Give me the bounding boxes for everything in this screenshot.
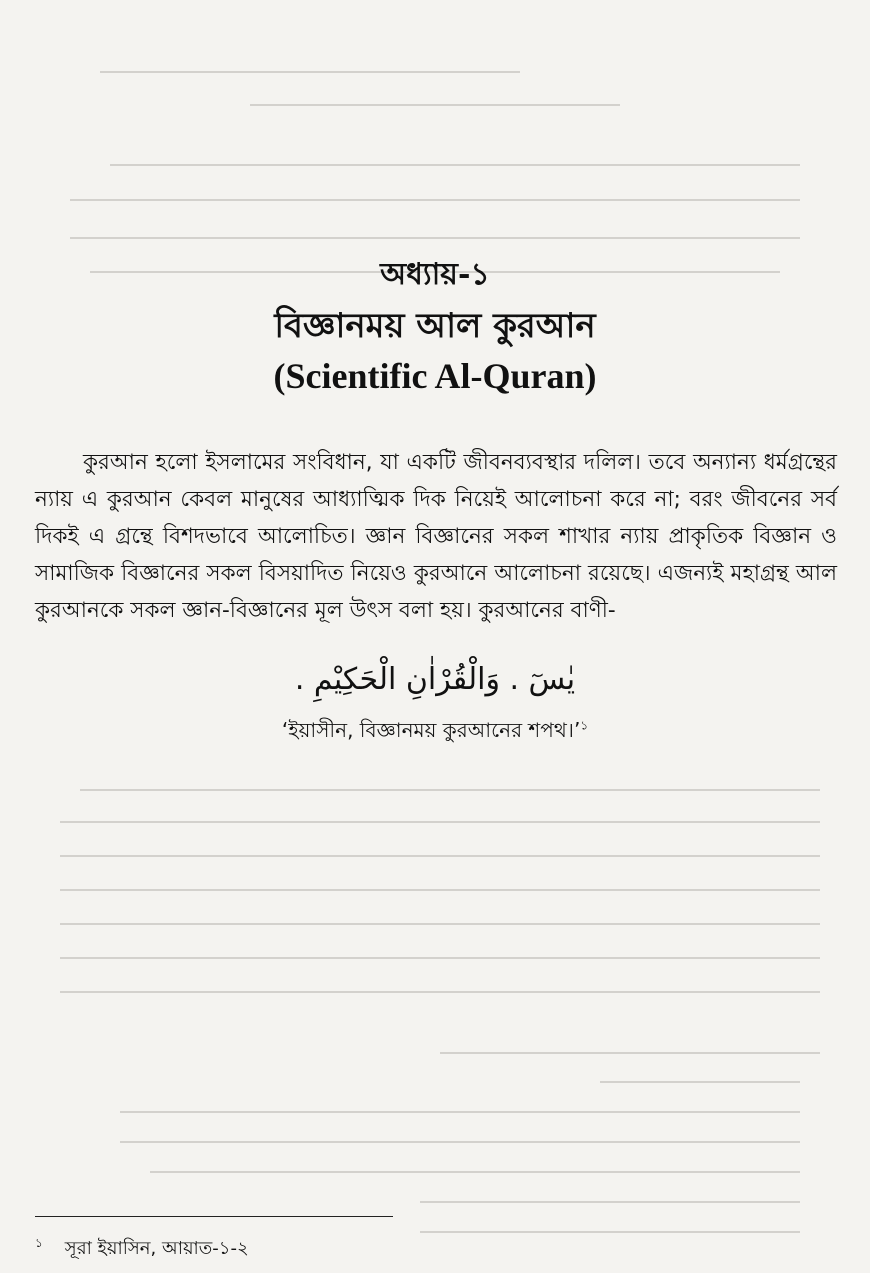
footnote-mark: ১ [35, 1236, 43, 1250]
chapter-heading: অধ্যায়-১ [380, 257, 490, 292]
footnote-reference: ১ [580, 718, 589, 733]
verse-translation [0, 716, 870, 749]
verse-translation-text: ‘ইয়াসীন, বিজ্ঞানময় কুরআনের শপথ।’ [281, 718, 581, 742]
chapter-title-english: (Scientific Al-Quran) [273, 356, 597, 396]
footnote [35, 1234, 249, 1265]
chapter-title-bengali: বিজ্ঞানময় আল কুরআন [274, 306, 596, 346]
footnote-text: সূরা ইয়াসিন, আয়াত-১-২ [64, 1238, 249, 1259]
intro-paragraph: কুরআন হলো ইসলামের সংবিধান, যা একটি জীবনব্যবস্থার দলিল। তবে অন্যান্য ধর্মগ্রন্থের ন্যায় এ কুরআন কেবল মানুষের আধ্যাত্মিক দিক নিয়েই আলোচনা করে না; বরং জীবনের সর্ব দিকই এ গ্রন্থে বিশদভাবে আলোচিত। জ্ঞান বিজ্ঞানের সকল শাখার ন্যায় প্রাকৃতিক বিজ্ঞান ও সামাজিক বিজ্ঞানের সকল বিসয়াদিত নিয়েও কুরআনে আলোচনা রয়েছে। এজন্যই মহাগ্রন্থ আল কুরআনকে সকল জ্ঞান-বিজ্ঞানের মূল উৎস বলা হয়। কুরআনের বাণী- [35, 449, 837, 623]
arabic-verse: يٰسٓ . وَالْقُرْاٰنِ الْحَكِيْمِ . [294, 662, 576, 697]
footnote-divider [35, 1216, 393, 1217]
